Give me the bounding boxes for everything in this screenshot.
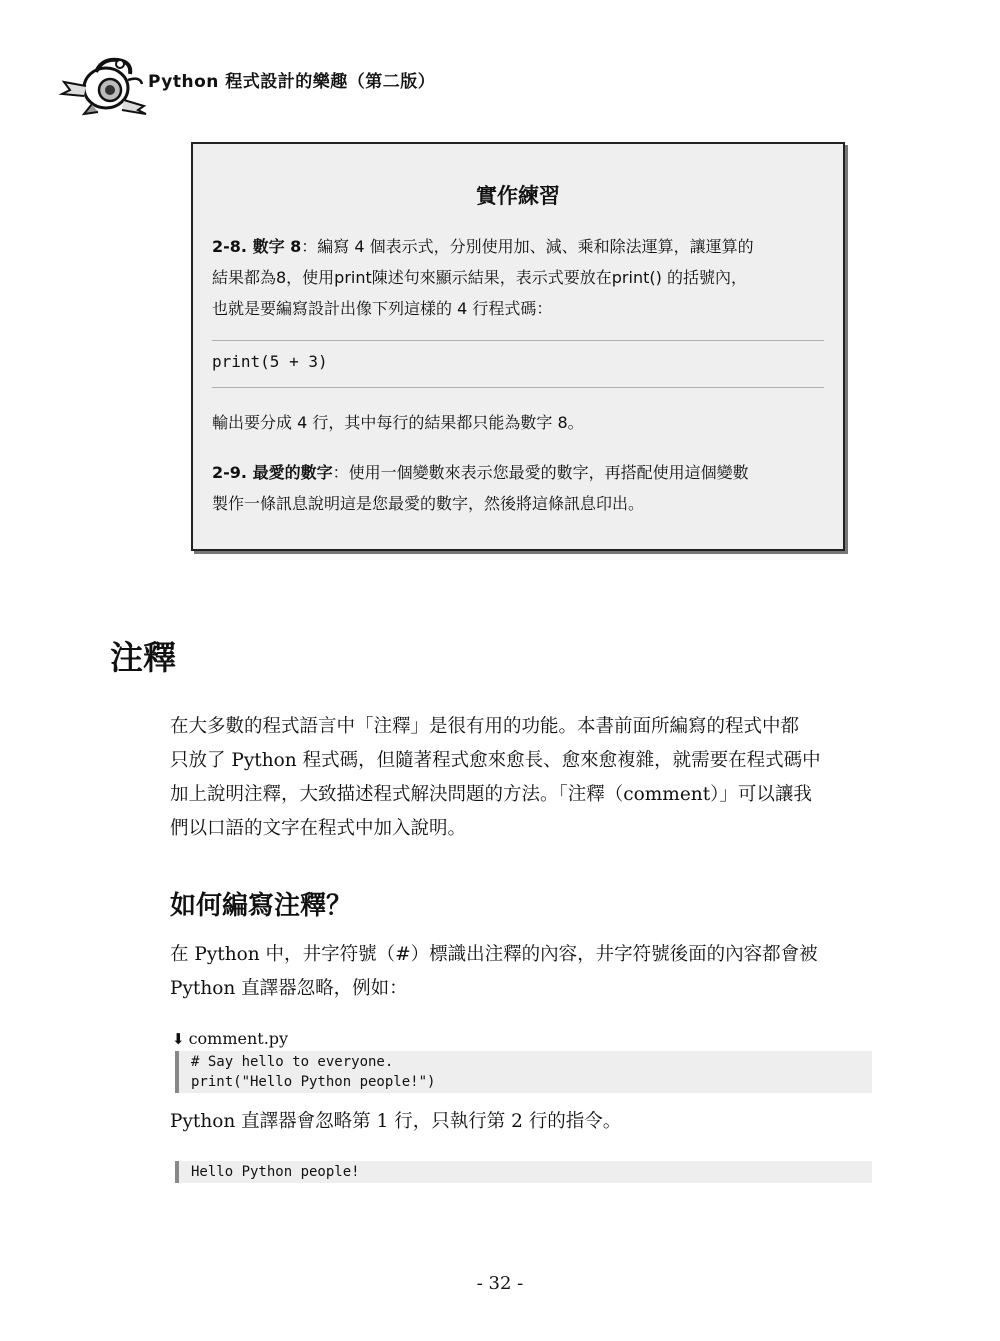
page-number: - 32 - <box>476 1273 524 1294</box>
code-rule-bottom <box>212 387 824 388</box>
exercise-2-9-number: 2-9. <box>212 463 253 482</box>
intro-paragraph <box>170 710 870 846</box>
exercise-2-8-code: print(5 + 3) <box>212 352 328 371</box>
intro-line: 在大多數的程式語言中「注釋」是很有用的功能。本書前面所編寫的程式中都 <box>170 716 800 737</box>
after-code-paragraph: Python 直譯器會忽略第 1 行，只執行第 2 行的指令。 <box>170 1111 622 1132</box>
code-line: print("Hello Python people!") <box>191 1074 436 1090</box>
code-listing <box>175 1051 872 1093</box>
exercise-2-9 <box>212 457 832 519</box>
download-arrow-icon: ⬇ <box>172 1030 185 1048</box>
subsection-line: Python 直譯器忽略，例如： <box>170 978 408 999</box>
exercise-2-9-line1: ：使用一個變數來表示您最愛的數字，再搭配使用這個變數 <box>332 463 749 482</box>
book-title: Python 程式設計的樂趣（第二版） <box>148 72 436 92</box>
exercise-2-9-name: 最愛的數字 <box>252 463 333 482</box>
intro-line: 加上說明注釋，大致描述程式解決問題的方法。「注釋（comment）」可以讓我 <box>170 784 812 805</box>
subsection-paragraph <box>170 938 870 1006</box>
exercise-2-8-number: 2-8. <box>212 237 253 256</box>
exercise-2-8-line1: ：編寫 4 個表示式，分別使用加、減、乘和除法運算，讓運算的 <box>301 237 754 256</box>
output-line: Hello Python people! <box>191 1164 360 1180</box>
intro-line: 們以口語的文字在程式中加入說明。 <box>170 818 467 839</box>
python-robot-logo <box>58 50 150 118</box>
code-line: # Say hello to everyone. <box>191 1054 394 1070</box>
exercise-2-8-line2: 結果都為8，使用print陳述句來顯示結果，表示式要放在print() 的括號內， <box>212 268 747 287</box>
code-rule-top <box>212 340 824 341</box>
exercise-box <box>191 142 845 551</box>
exercise-2-8-after: 輸出要分成 4 行，其中每行的結果都只能為數字 8。 <box>212 413 584 432</box>
subsection-line: 在 Python 中，井字符號（#）標識出注釋的內容，井字符號後面的內容都會被 <box>170 944 818 965</box>
exercise-2-8-line3: 也就是要編寫設計出像下列這樣的 4 行程式碼： <box>212 299 553 318</box>
file-name: comment.py <box>188 1029 289 1048</box>
intro-line: 只放了 Python 程式碼，但隨著程式愈來愈長、愈來愈複雜，就需要在程式碼中 <box>170 750 821 771</box>
exercise-2-8-name: 數字 8 <box>252 237 302 256</box>
code-file-label <box>172 1029 288 1048</box>
exercise-title: 實作練習 <box>476 184 560 208</box>
exercise-2-8 <box>212 231 832 324</box>
exercise-2-9-line2: 製作一條訊息說明這是您最愛的數字，然後將這條訊息印出。 <box>212 494 645 513</box>
section-heading: 注釋 <box>110 638 176 677</box>
running-header <box>58 50 658 120</box>
subsection-heading: 如何編寫注釋？ <box>170 891 353 921</box>
output-listing <box>175 1161 872 1183</box>
